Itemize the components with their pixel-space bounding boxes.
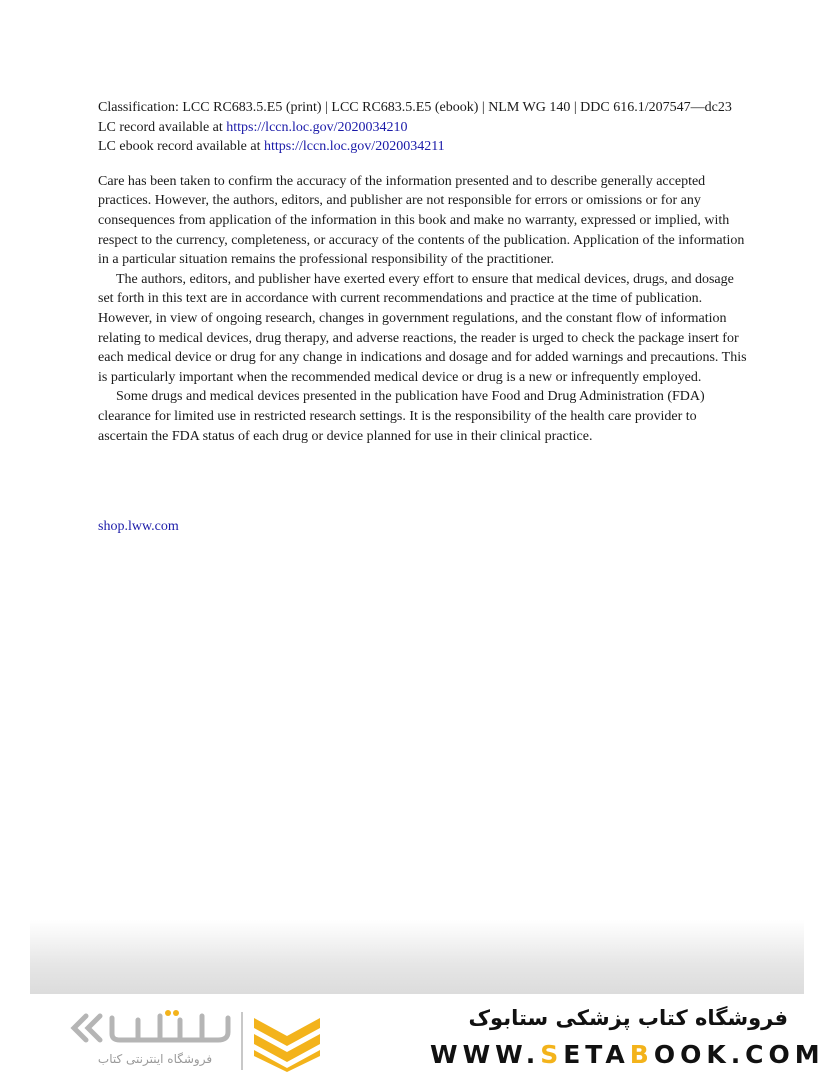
lc-ebook-label: LC ebook record available at: [98, 139, 264, 155]
url-highlight-1: S: [540, 1040, 564, 1069]
disclaimer-block: [98, 172, 748, 446]
store-footer-banner: [0, 994, 834, 1080]
disclaimer-paragraph-3: Some drugs and medical devices presented in the publication have Food and Drug Administration (FDA) clearance for limited use in restricted research settings. It is the responsibility of the health care provider to ascertain the FDA status of each drug or device planned for use in their clinical practice.: [98, 389, 705, 444]
spacer: [98, 157, 748, 172]
classification-line: Classification: LCC RC683.5.E5 (print) | LCC RC683.5.E5 (ebook) | NLM WG 140 | DDC 616.1/207547—dc23: [98, 100, 732, 115]
lc-ebook-record-line: [98, 137, 748, 157]
disclaimer-paragraph-2: The authors, editors, and publisher have exerted every effort to ensure that medical devices, drugs, and dosage set forth in this text are in accordance with current recommendations and practice at the time of publication. However, in view of ongoing research, changes in government regulations, and the constant flow of information relating to medical devices, drug therapy, and adverse reactions, the reader is urged to check the package insert for each medical device or drug for any change in indications and dosage and for added warnings and precautions. This is particularly important when the recommended medical device or drug is a new or infrequently employed.: [98, 271, 747, 385]
cip-block: [98, 98, 748, 157]
setabook-wordmark-logo: [68, 1008, 238, 1048]
copyright-page-body: [98, 98, 748, 446]
page-bottom-shadow: [30, 920, 804, 994]
url-part-2: ETA: [563, 1040, 630, 1069]
url-part-3: OOK.COM: [653, 1040, 825, 1069]
lc-ebook-link[interactable]: https://lccn.loc.gov/2020034211: [263, 139, 445, 155]
logo-divider: [241, 1012, 243, 1070]
lc-record-link[interactable]: https://lccn.loc.gov/2020034210: [226, 119, 408, 135]
store-name: فروشگاه کتاب پزشکی ستابوک: [468, 1006, 788, 1030]
disclaimer-paragraph-1: Care has been taken to confirm the accuracy of the information presented and to describe generally accepted practices. However, the authors, editors, and publisher are not responsible for errors or omissions or for any consequences from application of the information in this book and make no warranty, expressed or implied, with respect to the currency, completeness, or accuracy of the contents of the publication. Application of the information in a particular situation remains the professional responsibility of the practitioner.: [98, 173, 745, 268]
book-chevron-icon: [250, 1012, 324, 1072]
url-part-1: WWW.: [430, 1040, 541, 1069]
store-url[interactable]: [430, 1040, 825, 1069]
shop-link[interactable]: shop.lww.com: [98, 519, 179, 534]
url-highlight-2: B: [629, 1040, 654, 1069]
lc-record-line: [98, 118, 748, 138]
logo-subtitle: فروشگاه اینترنتی کتاب: [97, 1052, 213, 1066]
lc-record-label: LC record available at: [98, 119, 227, 135]
